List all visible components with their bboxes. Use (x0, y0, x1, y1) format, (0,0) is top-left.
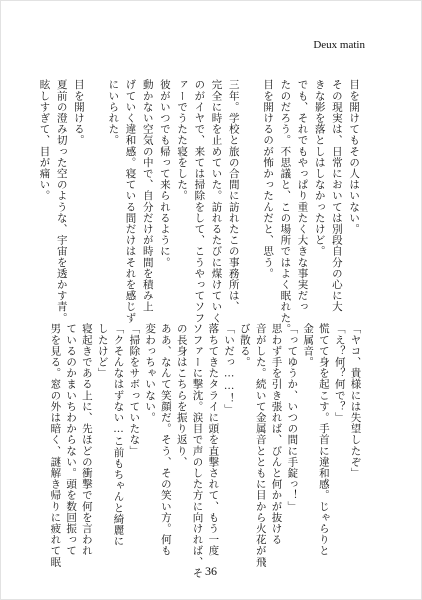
lower-text-line: 慌てて身を起こす。手首に違和感。じゃらりと (317, 323, 330, 557)
upper-text-line: 目を開けるのが怖かったんだと、思う。 (262, 79, 275, 279)
lower-text-line: 変わっちゃいない。 (144, 323, 157, 423)
lower-text-line: 「え？何？何で？」 (333, 323, 346, 423)
lower-text-line: 音がした。続いて金属音とともに目から火花が飛 (254, 323, 267, 568)
upper-text-line: その現実は、日常においては別段自分の心に大 (330, 79, 343, 313)
upper-text-line: 動かない空気の中で、自分だけが時間を積み上 (141, 79, 154, 313)
upper-text-line: げていく違和感。寝ている間だけはそれを感じず (124, 79, 137, 324)
running-header: Deux matin (313, 39, 365, 51)
upper-text-line: にいられた。 (107, 79, 120, 146)
upper-text-line: たのだろう。不思議と、この場所ではよく眠れた。 (279, 79, 292, 335)
lower-text-line: ソファーに撃沈。涙目で声のした方に向ければ、そ (191, 323, 204, 579)
lower-text-line: の長身はこちらを振り返り、 (175, 323, 188, 468)
lower-text-line: ああ、なんて笑顔だ。そう、その笑い方。何も (159, 323, 172, 557)
lower-text-line: び散る。 (238, 323, 251, 368)
upper-text-line: のがイヤで、来ては掃除をして、こうやってソフ (193, 79, 206, 324)
upper-text-line: でも、それでもやっぱり重たく大きな事実だっ (296, 79, 309, 313)
lower-text-line: 「クそんなはずない…こ前もちゃんと綺麗に (112, 323, 125, 547)
upper-text-line: 眩しすぎて、目が痛い。 (38, 79, 51, 202)
lower-text-line: 「いだっ……！」 (223, 323, 236, 415)
upper-text-line: 目を開ける。 (72, 79, 85, 146)
lower-text-line: ているのかまいちわからない。頭を数回振って (65, 323, 78, 557)
lower-text-line: 金属音。 (302, 323, 315, 368)
lower-text-line: 「掃除をサボっていたな」 (128, 323, 141, 457)
lower-text-line: 男を見る。窓の外は暗く、謎解き帰りに疲れて眠 (49, 323, 62, 568)
upper-text-line: きな影を落としはしなかったけど。 (313, 79, 326, 257)
upper-text-line: 目を開けてもその人はいない。 (348, 79, 361, 235)
upper-text-line: 夏前の澄み切った空のような、宇宙を透かす青。 (55, 79, 68, 324)
lower-text-line: 寝起きである上に、先ほどの衝撃で何を言われ (80, 323, 93, 557)
lower-text-line: 落ちてきたタライに頭を直撃されて、もう一度 (207, 323, 220, 557)
lower-text-line: 「ってゆうか、いつの間に手錠っ！」 (286, 323, 299, 512)
lower-text-line: したけど」 (96, 323, 109, 379)
upper-text-line: 三年。学校と旅の合間に訪れたこの事務所は、 (227, 79, 240, 313)
upper-text-line: 完全に時を止めていた。訪れるたびに煤けていく (210, 79, 223, 324)
upper-text-line: 彼がいつでも帰って来られるように。 (158, 79, 171, 268)
page-number: 36 (205, 564, 217, 578)
lower-text-line: 思わず手を引き張れば、びんと何かが抜ける (270, 323, 283, 545)
upper-text-line: ァーでうたた寝をした。 (176, 79, 189, 202)
lower-text-line: 「ヤコ、貴様には失望したぞ」 (349, 323, 362, 479)
